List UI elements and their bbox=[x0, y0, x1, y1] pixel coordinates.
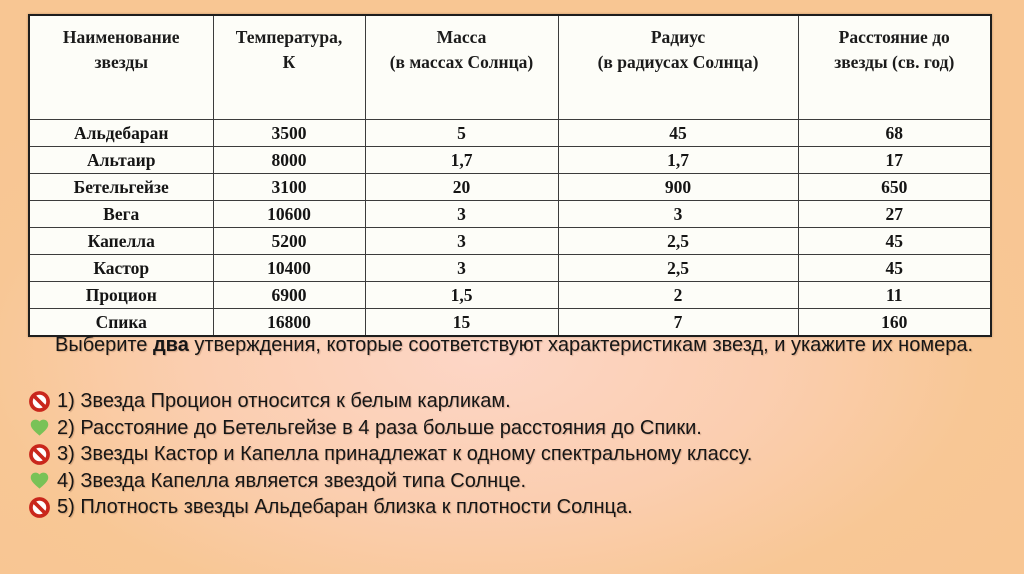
statement-text: 4) Звезда Капелла является звездой типа Солнце. bbox=[57, 469, 527, 492]
table-row: Кастор 10400 3 2,5 45 bbox=[29, 255, 991, 282]
table-row: Альтаир 8000 1,7 1,7 17 bbox=[29, 147, 991, 174]
col-header-mass: Масса (в массах Солнца) bbox=[365, 15, 558, 120]
statement-1 bbox=[29, 388, 752, 415]
statement-text: 5) Плотность звезды Альдебаран близка к плотности Солнца. bbox=[57, 496, 633, 519]
table-row: Вега 10600 3 3 27 bbox=[29, 201, 991, 228]
heart-icon bbox=[29, 417, 50, 438]
col-header-distance: Расстояние до звезды (св. год) bbox=[798, 15, 991, 120]
star-name-cell: Кастор bbox=[29, 255, 213, 282]
star-name-cell: Альдебаран bbox=[29, 120, 213, 147]
prohibition-icon bbox=[29, 444, 50, 465]
table-row: Капелла 5200 3 2,5 45 bbox=[29, 228, 991, 255]
statement-4 bbox=[29, 468, 752, 495]
col-header-star-name: Наименование звезды bbox=[29, 15, 213, 120]
star-name-cell: Процион bbox=[29, 282, 213, 309]
table-row: Бетельгейзе 3100 20 900 650 bbox=[29, 174, 991, 201]
col-header-radius: Радиус (в радиусах Солнца) bbox=[558, 15, 798, 120]
star-name-cell: Вега bbox=[29, 201, 213, 228]
question-text: Выберите два утверждения, которые соответствуют характеристикам звезд, и укажите их номера. bbox=[55, 334, 974, 356]
statements-list bbox=[29, 388, 752, 521]
table-row: Спика 16800 15 7 160 bbox=[29, 309, 991, 337]
statement-text: 1) Звезда Процион относится к белым карликам. bbox=[57, 390, 511, 413]
table-row: Процион 6900 1,5 2 11 bbox=[29, 282, 991, 309]
star-name-cell: Альтаир bbox=[29, 147, 213, 174]
statement-3 bbox=[29, 441, 752, 468]
heart-icon bbox=[29, 470, 50, 491]
star-name-cell: Бетельгейзе bbox=[29, 174, 213, 201]
table-header-row bbox=[29, 15, 991, 120]
col-header-temperature: Температура, К bbox=[213, 15, 365, 120]
statement-2 bbox=[29, 415, 752, 442]
table-row: Альдебаран 3500 5 45 68 bbox=[29, 120, 991, 147]
statement-5 bbox=[29, 494, 752, 521]
prohibition-icon bbox=[29, 497, 50, 518]
statement-text: 3) Звезды Кастор и Капелла принадлежат к одному спектральному классу. bbox=[57, 443, 753, 466]
star-characteristics-table bbox=[28, 14, 992, 337]
star-name-cell: Капелла bbox=[29, 228, 213, 255]
prohibition-icon bbox=[29, 391, 50, 412]
statement-text: 2) Расстояние до Бетельгейзе в 4 раза больше расстояния до Спики. bbox=[57, 416, 702, 439]
question-emphasis: два bbox=[152, 334, 189, 356]
star-name-cell: Спика bbox=[29, 309, 213, 337]
